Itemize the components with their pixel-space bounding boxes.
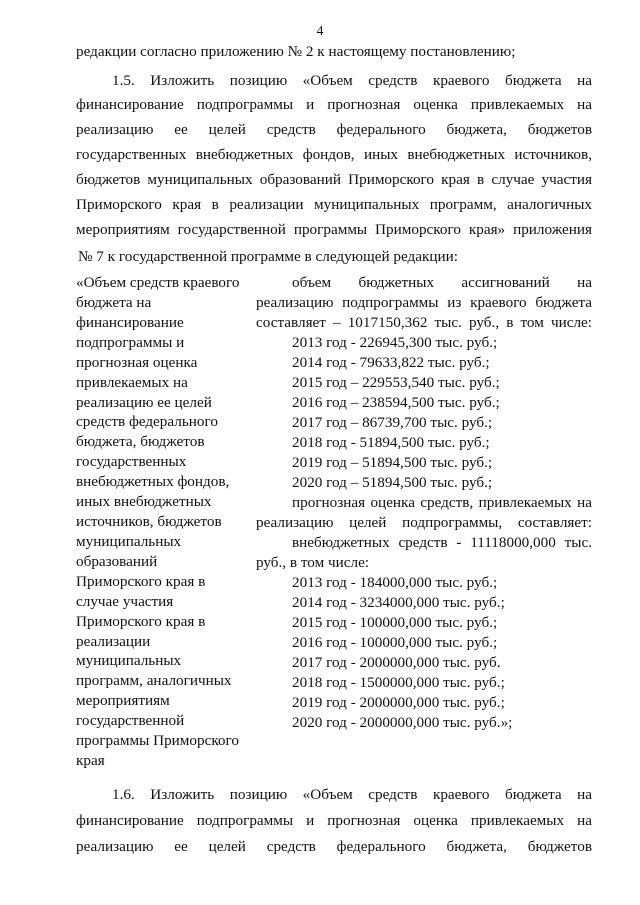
table-left-line: мероприятиям (76, 692, 170, 710)
table-left-line: бюджета, бюджетов (76, 433, 205, 451)
page-number: 4 (316, 24, 324, 39)
table-right-line: прогнозная оценка средств, привлекаемых на (292, 494, 592, 511)
table-right-line: реализацию целей подпрограммы, составляет: (256, 514, 592, 531)
table-left-line: государственных (76, 453, 187, 471)
table-left-line: Приморского края в (76, 572, 206, 590)
table-right-line: 2013 год - 184000,000 тыс. руб.; (292, 574, 498, 591)
intro-line: бюджетов муниципальных образований Приморского края в случае участия (76, 171, 592, 188)
intro-line: редакции согласно приложению № 2 к настоящему постановлению; (76, 43, 516, 60)
table-right-line: 2015 год – 229553,540 тыс. руб.; (292, 374, 500, 391)
table-left-line: Приморского края в (76, 612, 206, 630)
table-left-line: привлекаемых на (76, 373, 188, 391)
table-right-line: 2013 год - 226945,300 тыс. руб.; (292, 334, 498, 351)
table-right-line: 2015 год - 100000,000 тыс. руб.; (292, 614, 498, 631)
intro-line: Приморского края в реализации муниципальных программ, аналогичных (76, 196, 592, 213)
table-right-line: 2016 год - 100000,000 тыс. руб.; (292, 634, 498, 651)
table-left-line: реализацию ее целей (76, 393, 212, 411)
table-left-line: края (76, 752, 105, 770)
table-left-line: муниципальных (76, 652, 182, 670)
table-left-line: средств федерального (76, 413, 218, 431)
table-left-line: бюджета на (76, 293, 152, 311)
table-right-line: 2018 год - 51894,500 тыс. руб.; (292, 434, 490, 451)
table-left-line: подпрограммы и (76, 333, 185, 351)
table-left-line: государственной (76, 712, 185, 730)
table-right-line: 2019 год – 51894,500 тыс. руб.; (292, 454, 493, 471)
table-left-line: реализации (76, 632, 151, 650)
table-left-line: внебюджетных фондов, (76, 473, 230, 491)
intro-line: мероприятиям государственной программы Приморского края» приложения (76, 221, 592, 238)
table-right-line: 2014 год - 3234000,000 тыс. руб.; (292, 594, 505, 611)
table-right-line: 2018 год - 1500000,000 тыс. руб.; (292, 674, 505, 691)
table-left-line: случае участия (76, 592, 174, 610)
intro-line: государственных внебюджетных фондов, иных внебюджетных источников, (76, 146, 592, 163)
table-right-line: внебюджетных средств - 11118000,000 тыс. (292, 534, 592, 551)
table-left-line: источников, бюджетов (76, 513, 222, 531)
table-right-line: 2014 год - 79633,822 тыс. руб.; (292, 354, 490, 371)
table-right-line: 2016 год – 238594,500 тыс. руб.; (292, 394, 500, 411)
table-left-line: прогнозная оценка (76, 353, 198, 371)
outro-line: реализацию ее целей средств федерального бюджета, бюджетов (76, 838, 592, 855)
table-right-line: 2017 год – 86739,700 тыс. руб.; (292, 414, 493, 431)
table-left-line: программ, аналогичных (76, 672, 232, 690)
table-right-line: 2020 год – 51894,500 тыс. руб.; (292, 474, 493, 491)
intro-line: № 7 к государственной программе в следующей редакции: (78, 248, 458, 265)
table-left-line: иных внебюджетных (76, 493, 212, 511)
table-left-line: финансирование (76, 313, 184, 331)
table-right-line: объем бюджетных ассигнований на (292, 274, 592, 291)
table-left-line: образований (76, 552, 158, 570)
table-right-line: 2019 год - 2000000,000 тыс. руб.; (292, 694, 505, 711)
table-left-line: программы Приморского (76, 732, 239, 750)
table-right-line: реализацию подпрограммы из краевого бюджета (256, 294, 592, 311)
table-right-line: 2020 год - 2000000,000 тыс. руб.»; (292, 714, 513, 731)
intro-line: реализацию ее целей средств федерального бюджета, бюджетов (76, 121, 592, 138)
outro-line: 1.6. Изложить позицию «Объем средств краевого бюджета на (112, 786, 592, 803)
table-right-line: руб., в том числе: (256, 554, 370, 571)
intro-line: 1.5. Изложить позицию «Объем средств краевого бюджета на (112, 72, 592, 89)
intro-line: финансирование подпрограммы и прогнозная оценка привлекаемых на (76, 96, 592, 113)
outro-line: финансирование подпрограммы и прогнозная оценка привлекаемых на (76, 812, 592, 829)
table-left-line: муниципальных (76, 532, 182, 550)
table-right-line: 2017 год - 2000000,000 тыс. руб. (292, 654, 501, 671)
table-right-line: составляет – 1017150,362 тыс. руб., в том числе: (256, 314, 592, 331)
table-left-line: «Объем средств краевого (76, 274, 240, 291)
